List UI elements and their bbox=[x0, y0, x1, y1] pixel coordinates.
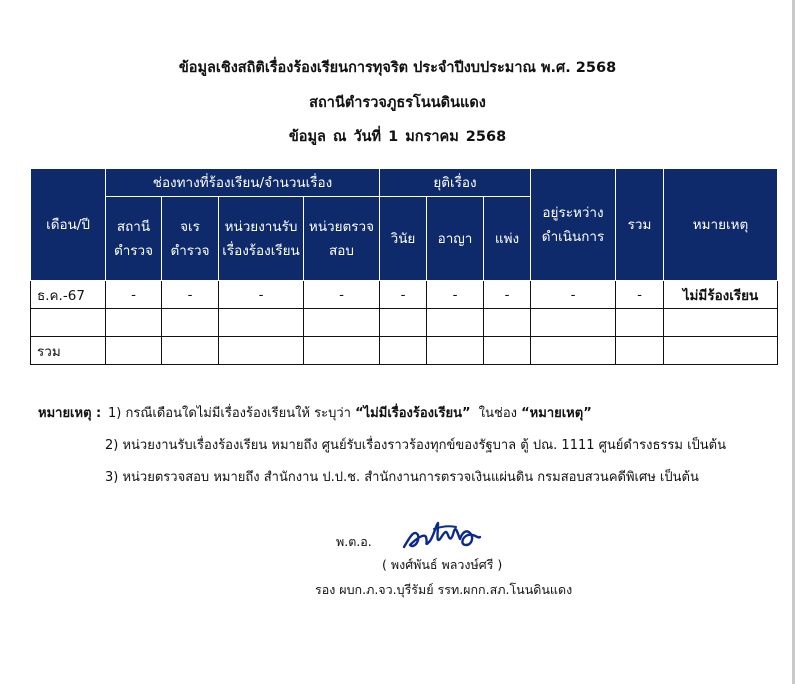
table-cell bbox=[427, 337, 484, 365]
table-cell: - bbox=[616, 281, 664, 309]
header-channels-group: ช่องทางที่ร้องเรียน/จำนวนเรื่อง bbox=[106, 169, 380, 197]
header-remark: หมายเหตุ bbox=[664, 169, 778, 281]
footnote-1-quote-2: “หมายเหตุ” bbox=[521, 406, 592, 421]
table-cell bbox=[304, 309, 380, 337]
table-cell bbox=[531, 309, 616, 337]
table-cell: - bbox=[106, 281, 162, 309]
header-channel-inspector: จเรตำรวจ bbox=[162, 197, 219, 281]
table-cell bbox=[304, 337, 380, 365]
report-date: ข้อมูล ณ วันที่ 1 มกราคม 2568 bbox=[288, 129, 507, 145]
signature-rank: พ.ต.อ. bbox=[336, 534, 372, 549]
header-closed-group: ยุติเรื่อง bbox=[380, 169, 531, 197]
footnote-1-prefix: 1) กรณีเดือนใดไม่มีเรื่องร้องเรียนให้ ระบุว่า bbox=[108, 406, 356, 421]
header-closed-discipline: วินัย bbox=[380, 197, 427, 281]
header-channel-station: สถานีตำรวจ bbox=[106, 197, 162, 281]
table-cell bbox=[380, 309, 427, 337]
table-cell bbox=[219, 337, 304, 365]
header-closed-civil: แพ่ง bbox=[484, 197, 531, 281]
row-month: ธ.ค.-67 bbox=[31, 281, 106, 309]
table-cell bbox=[380, 337, 427, 365]
table-cell bbox=[219, 309, 304, 337]
table-row bbox=[31, 281, 778, 309]
footnote-1-quote-1: “ไม่มีเรื่องร้องเรียน” bbox=[355, 406, 471, 421]
row-remark bbox=[664, 309, 778, 337]
table-cell: - bbox=[380, 281, 427, 309]
header-closed-criminal: อาญา bbox=[427, 197, 484, 281]
table-cell bbox=[616, 337, 664, 365]
table-cell: - bbox=[427, 281, 484, 309]
table-row bbox=[31, 309, 778, 337]
footnote-2: 2) หน่วยงานรับเรื่องร้องเรียน หมายถึง ศูนย์รับเรื่องราวร้องทุกข์ของรัฐบาล ตู้ ปณ. 1111 ศูนย์ดำรงธรรม เป็นต้น bbox=[105, 438, 726, 453]
table-cell: - bbox=[531, 281, 616, 309]
row-remark bbox=[664, 337, 778, 365]
footnote-1 bbox=[108, 402, 592, 423]
table-cell bbox=[484, 309, 531, 337]
signatory-position: รอง ผบก.ภ.จว.บุรีรัมย์ รรท.ผกก.สภ.โนนดินแดง bbox=[315, 582, 573, 597]
table-cell bbox=[616, 309, 664, 337]
table-cell: - bbox=[304, 281, 380, 309]
table-cell bbox=[106, 337, 162, 365]
table-cell: - bbox=[484, 281, 531, 309]
header-channel-agency: หน่วยงานรับเรื่องร้องเรียน bbox=[219, 197, 304, 281]
table-row-total bbox=[31, 337, 778, 365]
table-cell: - bbox=[219, 281, 304, 309]
table-cell bbox=[484, 337, 531, 365]
footnote-3: 3) หน่วยตรวจสอบ หมายถึง สำนักงาน ป.ป.ช. สำนักงานการตรวจเงินแผ่นดิน กรมสอบสวนคดีพิเศษ เป็นต้น bbox=[105, 470, 699, 485]
footnote-heading: หมายเหตุ : bbox=[38, 406, 102, 421]
table-cell bbox=[427, 309, 484, 337]
report-title: ข้อมูลเชิงสถิติเรื่องร้องเรียนการทุจริต ประจำปีงบประมาณ พ.ศ. 2568 bbox=[178, 60, 617, 76]
header-channel-audit: หน่วยตรวจสอบ bbox=[304, 197, 380, 281]
table-cell bbox=[162, 337, 219, 365]
header-total: รวม bbox=[616, 169, 664, 281]
table-cell bbox=[531, 337, 616, 365]
footnote-1-middle: ในช่อง bbox=[470, 406, 522, 421]
table-cell bbox=[106, 309, 162, 337]
row-total-label: รวม bbox=[31, 337, 106, 365]
row-month bbox=[31, 309, 106, 337]
complaint-statistics-table bbox=[30, 168, 778, 365]
signatory-name: ( พงศ์พันธ์ พลวงษ์ศรี ) bbox=[382, 557, 503, 572]
handwritten-signature bbox=[400, 515, 484, 555]
station-name: สถานีตำรวจภูธรโนนดินแดง bbox=[309, 95, 486, 111]
header-in-progress: อยู่ระหว่างดำเนินการ bbox=[531, 169, 616, 281]
header-month: เดือน/ปี bbox=[31, 169, 106, 281]
table-cell bbox=[162, 309, 219, 337]
row-remark: ไม่มีร้องเรียน bbox=[664, 281, 778, 309]
table-cell: - bbox=[162, 281, 219, 309]
